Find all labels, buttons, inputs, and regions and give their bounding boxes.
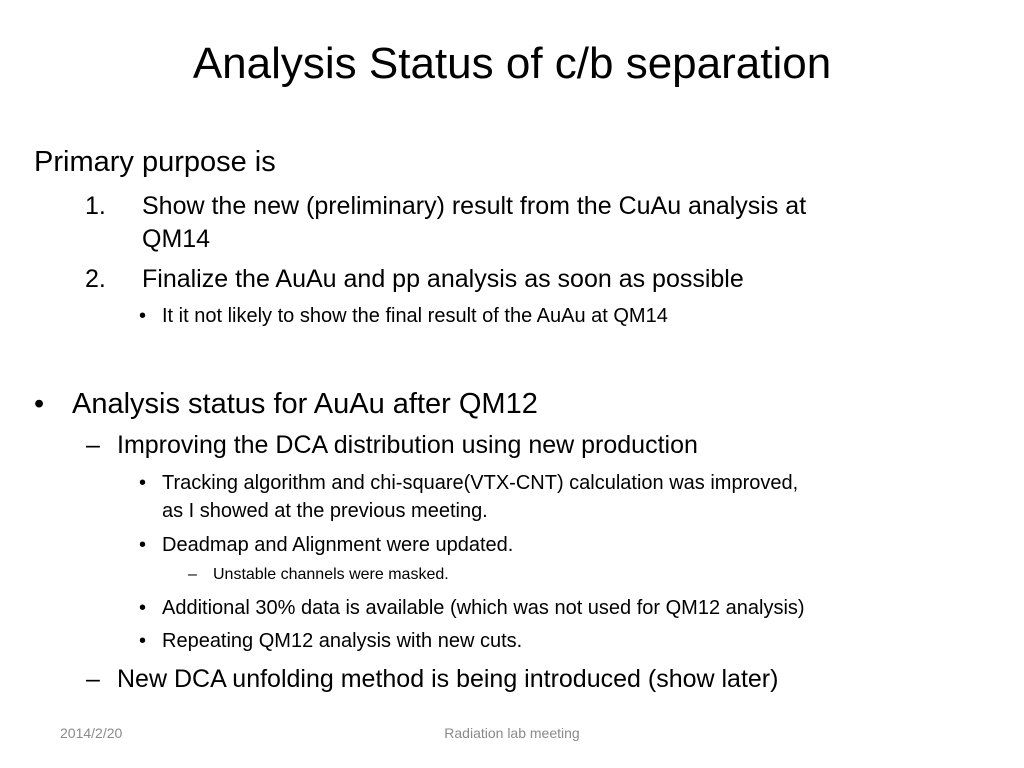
section-heading: Analysis status for AuAu after QM12 [72, 388, 538, 420]
footer-center: Radiation lab meeting [444, 725, 580, 741]
numbered-marker-2: 2. [85, 265, 106, 293]
numbered-item-1-line-2: QM14 [142, 225, 211, 253]
slide-title: Analysis Status of c/b separation [192, 39, 832, 88]
subitem-3: Additional 30% data is available (which was not used for QM12 analysis) [162, 597, 805, 619]
numbered-item-1-line-1: Show the new (preliminary) result from the CuAu analysis at [142, 192, 807, 220]
numbered-marker-1: 1. [85, 192, 106, 220]
subsubitem-1: Unstable channels were masked. [213, 566, 449, 583]
bullet-icon: • [139, 472, 147, 494]
subitem-1-line-2: as I showed at the previous meeting. [162, 500, 488, 522]
dash-icon: – [86, 431, 100, 459]
section-item-1: Improving the DCA distribution using new production [117, 431, 698, 459]
subitem-4: Repeating QM12 analysis with new cuts. [162, 630, 523, 652]
footer-date: 2014/2/20 [60, 725, 123, 741]
bullet-icon: • [34, 388, 45, 420]
numbered-item-2: Finalize the AuAu and pp analysis as soon as possible [142, 265, 744, 293]
dash-icon: – [86, 665, 100, 693]
bullet-icon: • [139, 630, 147, 652]
bullet-icon: • [139, 305, 147, 327]
bullet-icon: • [139, 534, 147, 556]
subitem-2: Deadmap and Alignment were updated. [162, 534, 514, 556]
dash-icon: – [188, 566, 197, 583]
intro-text: Primary purpose is [34, 146, 276, 178]
subitem-1-line-1: Tracking algorithm and chi-square(VTX-CNT) calculation was improved, [162, 472, 799, 494]
section-item-2: New DCA unfolding method is being introduced (show later) [117, 665, 779, 693]
note-text: It it not likely to show the final result of the AuAu at QM14 [162, 305, 668, 327]
bullet-icon: • [139, 597, 147, 619]
